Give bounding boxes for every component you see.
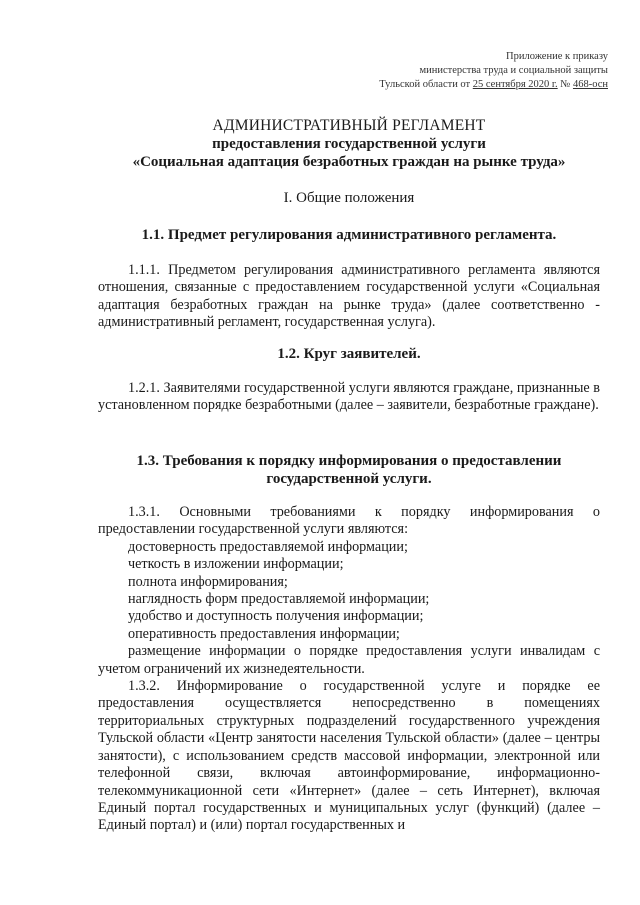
heading-1-1: 1.1. Предмет регулирования административного регламента. [141,227,557,243]
paragraph-1-1-1: 1.1.1. Предметом регулирования административного регламента являются отношения, связанные с предоставлением государственной услуги «Социальная адаптация безработных граждан на рынке труда» (далее соответственно - административный регламент, государственная услуга). [98,262,600,331]
heading-1-3 [98,452,600,488]
paragraph-1-3-2: 1.3.2. Информирование о государственной услуге и порядке ее предоставления осуществляется непосредственно в помещениях территориальных структурных подразделений государственного учреждения Тульской области «Центр занятости населения Тульской области» (далее – центры занятости), с использованием средств массовой информации, электронной или телефонной связи, включая автоинформирование, информационно-телекоммуникационной сети «Интернет» (далее – сеть Интернет), включая Единый портал государственных и муниципальных услуг (функций) (далее – Единый портал) и (или) портал государственных и [98,678,600,834]
paragraph-1-3-1: 1.3.1. Основными требованиями к порядку информирования о предоставлении государственной услуги являются: [98,504,600,538]
list-item: наглядность форм предоставляемой информации; [128,591,430,608]
stamp-line-2: министерства труда и социальной защиты [419,65,608,76]
list-item: достоверность предоставляемой информации; [128,538,408,555]
document-title [98,116,600,171]
stamp-line-1: Приложение к приказу [506,51,608,62]
stamp-line-3 [379,78,608,92]
title-line-1: АДМИНИСТРАТИВНЫЙ РЕГЛАМЕНТ [212,117,486,134]
stamp-prefix: Тульской области от [379,79,471,90]
list-item: удобство и доступность получения информации; [128,608,424,625]
stamp-number: 468-осн [572,79,608,90]
paragraph-1-3-1-last: размещение информации о порядке предоставления услуги инвалидам с учетом ограничений их жизнедеятельности. [98,643,600,677]
heading-1-3-line-1: 1.3. Требования к порядку информирования о предоставлении [136,453,562,469]
list-item: оперативность предоставления информации; [128,625,400,642]
heading-1-2: 1.2. Круг заявителей. [277,346,421,362]
list-item: полнота информирования; [128,573,288,590]
stamp-date: 25 сентября 2020 г. [472,79,558,90]
title-line-3: «Социальная адаптация безработных граждан на рынке труда» [132,154,566,170]
list-item: четкость в изложении информации; [128,556,344,573]
paragraph-1-2-1: 1.2.1. Заявителями государственной услуги являются граждане, признанные в установленном порядке безработными (далее – заявители, безработные граждане). [98,380,600,414]
heading-1-3-line-2: государственной услуги. [266,471,432,487]
section-1-3-body [98,504,600,835]
title-line-2: предоставления государственной услуги [212,136,486,152]
approval-stamp [379,50,608,92]
section-heading: I. Общие положения [283,190,415,206]
stamp-no-sign: № [560,79,571,90]
